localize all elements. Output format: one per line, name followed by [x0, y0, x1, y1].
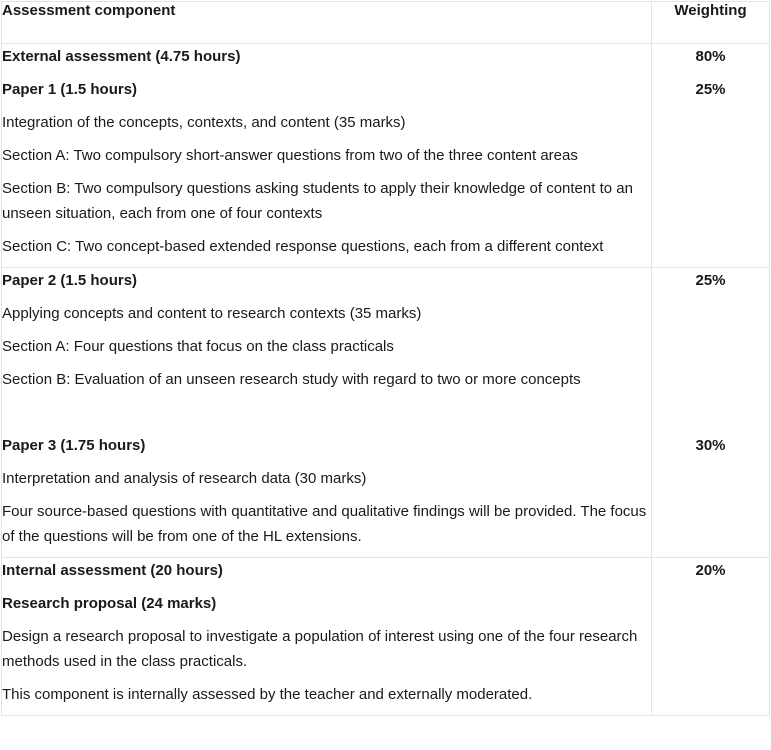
component-heading: Paper 3 (1.75 hours) — [2, 437, 146, 454]
component-cell — [2, 44, 652, 268]
table-header-row — [2, 2, 770, 44]
header-weighting: Weighting — [652, 2, 770, 44]
table-row — [2, 558, 770, 716]
component-cell — [2, 268, 652, 558]
component-description: Section C: Two concept-based extended response questions, each from a different context — [2, 238, 604, 255]
header-assessment-component: Assessment component — [2, 2, 652, 44]
weighting-value: 25% — [695, 81, 726, 98]
component-description: Section B: Two compulsory questions asking students to apply their knowledge of content to an unseen situation, each from one of four contexts — [2, 180, 633, 222]
weighting-value: 20% — [695, 562, 726, 579]
table-body — [2, 44, 770, 716]
weighting-cell — [652, 44, 770, 268]
table-row — [2, 268, 770, 558]
assessment-table — [1, 1, 770, 716]
component-description: Four source-based questions with quantitative and qualitative findings will be provided. The focus of the questions will be from one of the HL extensions. — [2, 503, 647, 545]
table-row — [2, 44, 770, 268]
component-heading: Paper 2 (1.5 hours) — [2, 272, 138, 289]
component-heading: Internal assessment (20 hours) — [2, 562, 223, 579]
component-description: Section A: Two compulsory short-answer questions from two of the three content areas — [2, 147, 578, 164]
component-description: Applying concepts and content to research contexts (35 marks) — [2, 305, 422, 322]
component-description: Section A: Four questions that focus on the class practicals — [2, 338, 394, 355]
weighting-value: 80% — [695, 48, 726, 65]
component-heading: External assessment (4.75 hours) — [2, 48, 241, 65]
weighting-cell — [652, 268, 770, 558]
weighting-spacer — [652, 367, 769, 392]
component-heading: Research proposal (24 marks) — [2, 595, 217, 612]
weighting-value: 25% — [695, 272, 726, 289]
component-description: Section B: Evaluation of an unseen research study with regard to two or more concepts — [2, 371, 581, 388]
weighting-spacer — [652, 334, 769, 359]
weighting-spacer — [652, 400, 769, 425]
component-cell — [2, 558, 652, 716]
component-heading: Paper 1 (1.5 hours) — [2, 81, 138, 98]
weighting-cell — [652, 558, 770, 716]
component-description: This component is internally assessed by the teacher and externally moderated. — [2, 686, 533, 703]
row-spacer — [2, 400, 651, 425]
weighting-spacer — [652, 301, 769, 326]
component-description: Design a research proposal to investigate a population of interest using one of the four research methods used in the class practicals. — [2, 628, 638, 670]
component-description: Integration of the concepts, contexts, and content (35 marks) — [2, 114, 406, 131]
component-description: Interpretation and analysis of research data (30 marks) — [2, 470, 367, 487]
weighting-value: 30% — [695, 437, 726, 454]
